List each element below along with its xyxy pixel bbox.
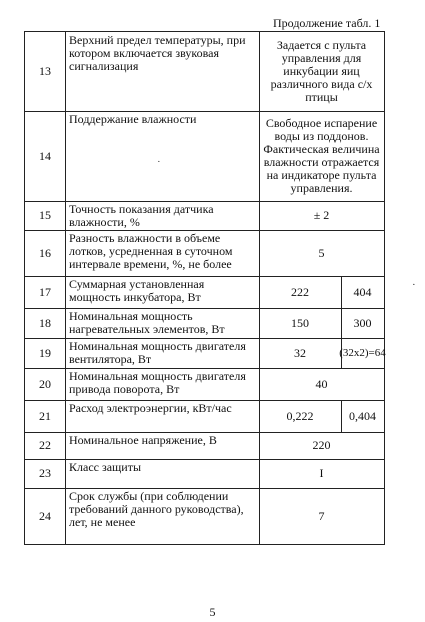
row-number: 13 bbox=[39, 64, 51, 78]
parameter-value-large-model: 404 bbox=[353, 284, 372, 299]
parameter-value: ± 2 bbox=[313, 208, 330, 222]
row-number: 20 bbox=[39, 376, 51, 391]
row-number: 16 bbox=[39, 245, 51, 260]
parameter-value-large-model: (32х2)=64 bbox=[339, 346, 386, 359]
row-number: 14 bbox=[39, 148, 51, 163]
parameter-value-large-model: 0,404 bbox=[349, 408, 376, 423]
parameter-name: Срок службы (при соблюдении требований данного руководства), лет, не менее bbox=[69, 489, 244, 529]
row-number: 21 bbox=[39, 408, 51, 423]
parameter-name: Номинальная мощность нагревательных элементов, Вт bbox=[69, 309, 225, 336]
parameter-value: 220 bbox=[312, 438, 331, 452]
page-number: 5 bbox=[209, 605, 216, 619]
row-number: 18 bbox=[39, 315, 51, 330]
parameter-value-large-model: 300 bbox=[353, 315, 372, 330]
parameter-value-small-model: 150 bbox=[291, 315, 309, 330]
row-number: 22 bbox=[39, 438, 51, 452]
parameter-value: I bbox=[319, 466, 324, 480]
parameter-value: 40 bbox=[315, 376, 328, 391]
parameter-name: Номинальное напряжение, В bbox=[69, 433, 217, 447]
spec-table bbox=[24, 31, 385, 545]
parameter-name: Номинальная мощность двигателя вентилятора, Вт bbox=[69, 339, 246, 366]
parameter-value: Свободное испарение воды из поддонов. Фактическая величина влажности отражается на индикаторе пульта управления. bbox=[263, 116, 380, 195]
parameter-name: Суммарная установленная мощность инкубатора, Вт bbox=[69, 277, 205, 304]
parameter-value-small-model: 0,222 bbox=[286, 408, 314, 423]
parameter-value: 7 bbox=[318, 508, 325, 523]
row-number: 15 bbox=[39, 208, 51, 222]
stray-mark: ˙ bbox=[157, 159, 161, 171]
margin-mark: · bbox=[412, 279, 416, 291]
parameter-name: Номинальная мощность двигателя привода поворота, Вт bbox=[69, 369, 246, 396]
parameter-name: Класс защиты bbox=[69, 460, 142, 474]
row-number: 19 bbox=[39, 345, 51, 360]
row-number: 23 bbox=[39, 466, 51, 480]
parameter-name: Расход электроэнергии, кВт/час bbox=[69, 401, 232, 415]
parameter-name: Верхний предел температуры, при котором включается звуковая сигнализация bbox=[69, 33, 246, 73]
parameter-name: Точность показания датчика влажности, % bbox=[69, 202, 214, 229]
table-caption: Продолжение табл. 1 bbox=[273, 16, 381, 30]
row-number: 24 bbox=[39, 508, 51, 523]
parameter-value-small-model: 32 bbox=[294, 345, 306, 360]
parameter-name: Поддержание влажности bbox=[69, 112, 197, 126]
row-number: 17 bbox=[39, 284, 51, 299]
parameter-value-small-model: 222 bbox=[291, 284, 309, 299]
parameter-name: Разность влажности в объеме лотков, усредненная в суточном интервале времени, %, не более bbox=[69, 231, 233, 271]
parameter-value: 5 bbox=[318, 245, 325, 260]
parameter-value: Задается с пульта управления для инкубации яиц различного вида с/х птицы bbox=[270, 38, 373, 104]
